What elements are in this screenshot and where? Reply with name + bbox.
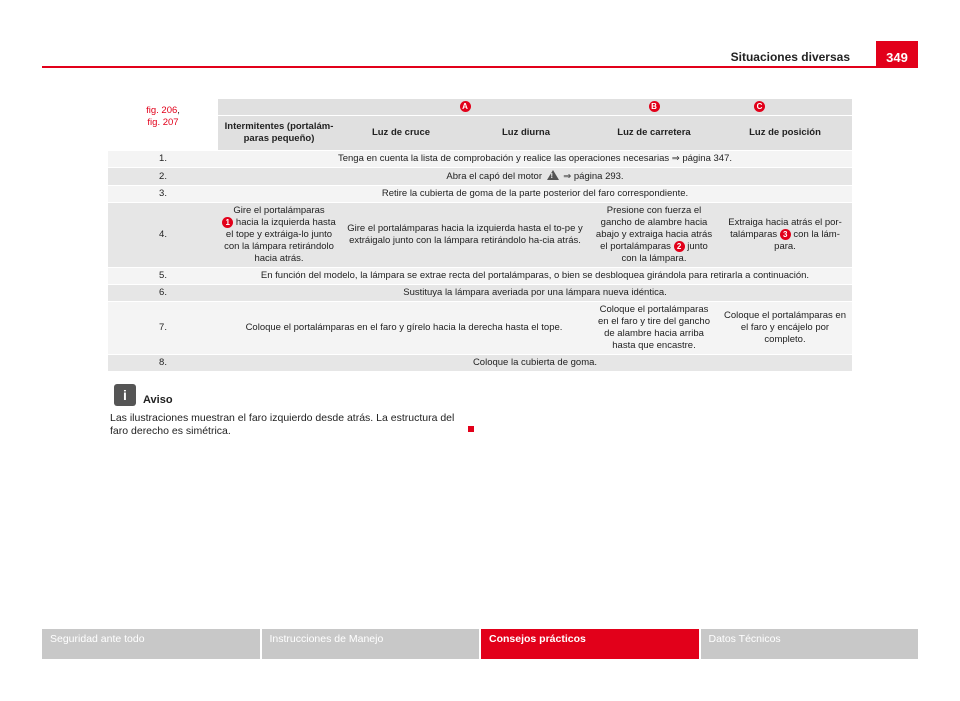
fig-ref-2[interactable]: fig. 207: [147, 117, 179, 128]
header-luz-cruce: Luz de cruce: [340, 116, 462, 151]
header-luz-posicion: Luz de posición: [718, 116, 852, 151]
table-row: [108, 355, 852, 372]
table-row: [108, 168, 852, 186]
page-number: 349: [876, 41, 918, 67]
step-number: 4.: [108, 203, 218, 268]
step-cell-intermitentes: Gire el portalámparas 1 hacia la izquierda hasta el tope y extráiga-lo junto con la lámpara retirándolo hacia atrás.: [218, 203, 340, 268]
note-title: Aviso: [143, 394, 173, 406]
column-letter-a: A: [460, 101, 471, 112]
step-number: 1.: [108, 151, 218, 168]
step-number: 7.: [108, 302, 218, 355]
table-row: [108, 285, 852, 302]
info-icon: i: [114, 384, 136, 406]
step-cell-intermitentes-diurna: Coloque el portalámparas en el faro y gírelo hacia la derecha hasta el tope.: [218, 302, 590, 355]
tab-consejos[interactable]: Consejos prácticos: [481, 629, 699, 659]
callout-3: 3: [780, 229, 791, 240]
step-text: Abra el capó del motor ! ⇒ página 293.: [218, 168, 852, 186]
footer-nav: [42, 629, 918, 659]
table-row: [108, 268, 852, 285]
step-text: En función del modelo, la lámpara se extrae recta del portalámparas, o bien se desbloquea girándola para retirarla a continuación.: [218, 268, 852, 285]
tab-seguridad[interactable]: Seguridad ante todo: [42, 629, 260, 659]
step-cell-carretera: Coloque el portalámparas en el faro y tire del gancho de alambre hacia arriba hasta que encastre.: [590, 302, 718, 355]
step-cell-posicion: Extraiga hacia atrás el por-talámparas 3 con la lám-para.: [718, 203, 852, 268]
table-row: [108, 186, 852, 203]
step-number: 8.: [108, 355, 218, 372]
header-luz-carretera: Luz de carretera: [590, 116, 718, 151]
step-cell-posicion: Coloque el portalámparas en el faro y encájelo por completo.: [718, 302, 852, 355]
callout-1: 1: [222, 217, 233, 228]
table-row: [108, 302, 852, 355]
table-row: [108, 203, 852, 268]
step-number: 3.: [108, 186, 218, 203]
step-text: Sustituya la lámpara averiada por una lámpara nueva idéntica.: [218, 285, 852, 302]
header-rule: [42, 66, 918, 68]
header-intermitentes: Intermitentes (portalám-paras pequeño): [218, 116, 340, 151]
step-cell-cruce-diurna: Gire el portalámparas hacia la izquierda hasta el to-pe y extráigalo junto con la lámpara retirándolo ha-cia atrás.: [340, 203, 590, 268]
step-number: 2.: [108, 168, 218, 186]
column-letter-b: B: [649, 101, 660, 112]
tab-datos-tecnicos[interactable]: Datos Técnicos: [701, 629, 919, 659]
table-row: [108, 151, 852, 168]
step-number: 6.: [108, 285, 218, 302]
step-text: Coloque la cubierta de goma.: [218, 355, 852, 372]
step-cell-carretera: Presione con fuerza el gancho de alambre hacia abajo y extraiga hacia atrás el portalámparas 2 junto con la lámpara.: [590, 203, 718, 268]
section-end-marker: [468, 426, 474, 432]
header-luz-diurna: Luz diurna: [462, 116, 590, 151]
step-text: Retire la cubierta de goma de la parte posterior del faro correspondiente.: [218, 186, 852, 203]
figure-reference[interactable]: fig. 206, fig. 207: [108, 99, 218, 151]
tab-instrucciones[interactable]: Instrucciones de Manejo: [262, 629, 480, 659]
note-text: Las ilustraciones muestran el faro izquierdo desde atrás. La estructura del faro derecho es simétrica.: [110, 412, 455, 437]
step-text: Tenga en cuenta la lista de comprobación y realice las operaciones necesarias ⇒ página 347.: [218, 151, 852, 168]
procedure-table: [108, 99, 852, 372]
column-letter-c: C: [754, 101, 765, 112]
callout-2: 2: [674, 241, 685, 252]
warning-triangle-icon: [547, 170, 559, 180]
fig-ref-1[interactable]: fig. 206: [146, 105, 178, 116]
section-title: Situaciones diversas: [730, 50, 850, 64]
step-number: 5.: [108, 268, 218, 285]
